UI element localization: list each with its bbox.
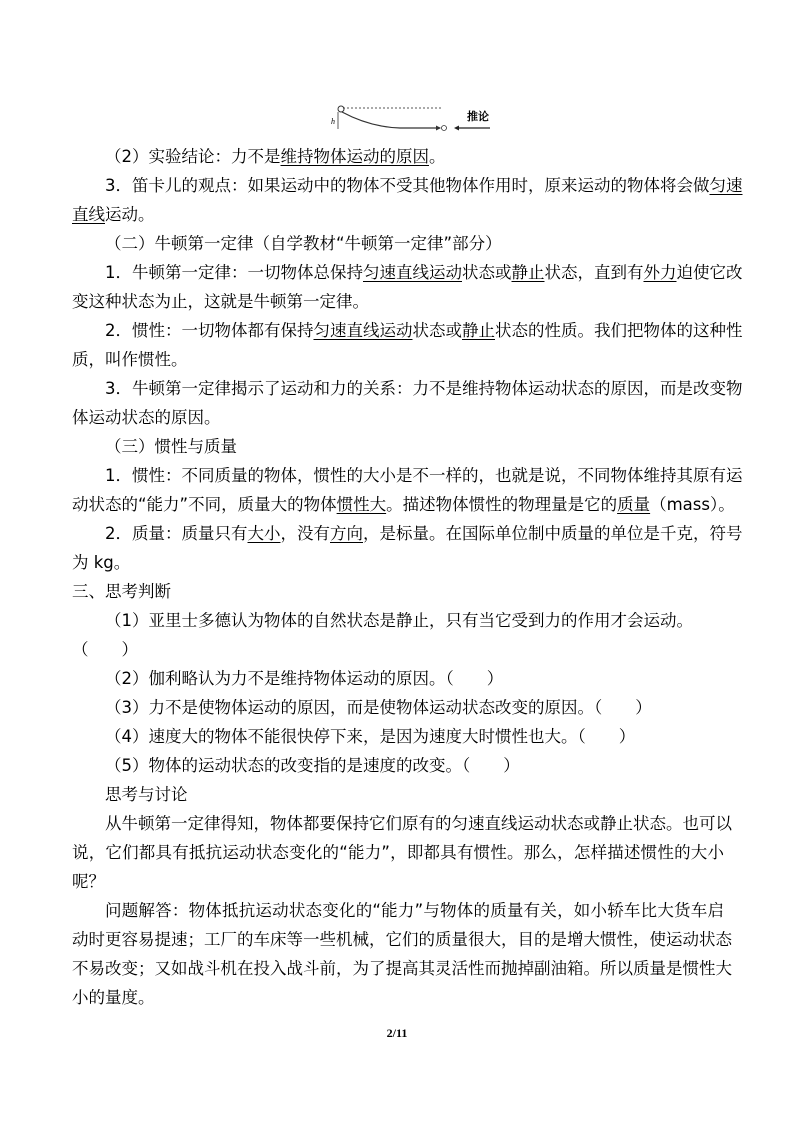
answer-blank-text: 质量 bbox=[617, 495, 651, 514]
text-line bbox=[72, 896, 724, 925]
answer-blank-text: 匀速直线运动 bbox=[313, 321, 413, 340]
text-line bbox=[72, 577, 724, 606]
text-line bbox=[72, 722, 724, 751]
text-line bbox=[72, 954, 732, 983]
text-line bbox=[72, 838, 724, 867]
text-line bbox=[72, 983, 724, 1012]
text-segment: 。 bbox=[429, 147, 446, 166]
answer-blank-text: 匀速直线运动 bbox=[363, 263, 462, 282]
text-segment: （mass）。 bbox=[650, 495, 735, 514]
text-line bbox=[72, 142, 724, 171]
answer-blank-text: 外力 bbox=[643, 263, 677, 282]
text-segment: （5）物体的运动状态的改变指的是速度的改变。（ ） bbox=[105, 756, 520, 775]
text-line bbox=[72, 867, 724, 896]
answer-blank-text: 静止 bbox=[511, 263, 545, 282]
text-line bbox=[72, 461, 743, 490]
text-segment: 1．牛顿第一定律：一切物体总保持 bbox=[105, 263, 363, 282]
text-line bbox=[72, 809, 732, 838]
text-segment: （3）力不是使物体运动的原因，而是使物体运动状态改变的原因。（ ） bbox=[105, 698, 652, 717]
text-line bbox=[72, 200, 724, 229]
text-line bbox=[72, 548, 724, 577]
text-segment: 说，它们都具有抵抗运动状态变化的“能力”，即都具有惯性。那么，怎样描述惯性的大小 bbox=[72, 843, 724, 862]
text-segment: 呢？ bbox=[72, 872, 105, 891]
text-line bbox=[72, 316, 743, 345]
text-line bbox=[72, 780, 724, 809]
answer-blank-text: 方向 bbox=[330, 524, 363, 543]
text-segment: （2）伽利略认为力不是维持物体运动的原因。（ ） bbox=[105, 669, 504, 688]
text-line bbox=[72, 606, 724, 635]
text-line bbox=[72, 374, 743, 403]
text-segment: （ ） bbox=[72, 640, 138, 659]
answer-blank-text: 维持物体运动的原因 bbox=[280, 147, 429, 166]
text-line bbox=[72, 432, 724, 461]
text-segment: 质，叫作惯性。 bbox=[72, 350, 188, 369]
text-segment: 2．惯性：一切物体都有保持 bbox=[105, 321, 314, 340]
text-segment: 。描述物体惯性的物理量是它的 bbox=[386, 495, 618, 514]
text-segment: 3．牛顿第一定律揭示了运动和力的关系：力不是维持物体运动状态的原因，而是改变物 bbox=[105, 379, 743, 398]
text-line bbox=[72, 171, 743, 200]
text-segment: 动时更容易提速；工厂的车床等一些机械，它们的质量很大，目的是增大惯性，使运动状态 bbox=[72, 930, 732, 949]
text-segment: 运动。 bbox=[105, 205, 155, 224]
text-segment: 体运动状态的原因。 bbox=[72, 408, 221, 427]
text-line bbox=[72, 635, 724, 664]
text-segment: ，没有 bbox=[280, 524, 330, 543]
text-line bbox=[72, 519, 743, 548]
answer-blank-text: 大小 bbox=[247, 524, 281, 543]
text-line bbox=[72, 345, 724, 374]
text-segment: 状态的性质。我们把物体的这种性 bbox=[495, 321, 743, 340]
text-line bbox=[72, 229, 724, 258]
page-number: 2/11 bbox=[386, 1026, 408, 1040]
text-line bbox=[72, 403, 724, 432]
text-segment: 问题解答：物体抵抗运动状态变化的“能力”与物体的质量有关，如小轿车比大货车启 bbox=[105, 901, 724, 920]
answer-blank-text: 静止 bbox=[462, 321, 495, 340]
document-body bbox=[72, 142, 743, 1012]
text-line bbox=[72, 925, 732, 954]
text-segment: 2．质量：质量只有 bbox=[105, 524, 248, 543]
text-segment: （1）亚里士多德认为物体的自然状态是静止，只有当它受到力的作用才会运动。 bbox=[105, 611, 693, 630]
text-segment: 状态或 bbox=[462, 263, 512, 282]
text-segment: 三、思考判断 bbox=[72, 582, 171, 601]
height-label: h bbox=[331, 117, 335, 126]
answer-blank-text: 惯性大 bbox=[336, 495, 387, 514]
figure-caption: 推论 bbox=[467, 110, 489, 123]
text-line bbox=[72, 751, 724, 780]
text-segment: 迫使它改 bbox=[676, 263, 743, 282]
text-segment: （三）惯性与质量 bbox=[105, 437, 237, 456]
text-line bbox=[72, 287, 724, 316]
text-segment: 为 kg。 bbox=[72, 553, 131, 572]
text-segment: 从牛顿第一定律得知，物体都要保持它们原有的匀速直线运动状态或静止状态。也可以 bbox=[105, 814, 732, 833]
text-segment: （4）速度大的物体不能很快停下来，是因为速度大时惯性也大。（ ） bbox=[105, 727, 636, 746]
text-segment: 小的量度。 bbox=[72, 988, 155, 1007]
text-line bbox=[72, 664, 724, 693]
text-segment: 3．笛卡儿的观点：如果运动中的物体不受其他物体作用时，原来运动的物体将会做 bbox=[105, 176, 710, 195]
text-segment: 变这种状态为止，这就是牛顿第一定律。 bbox=[72, 292, 369, 311]
text-segment: 状态或 bbox=[412, 321, 462, 340]
text-segment: 状态，直到有 bbox=[544, 263, 644, 282]
text-segment: 1．惯性：不同质量的物体，惯性的大小是不一样的，也就是说，不同物体维持其原有运 bbox=[105, 466, 743, 485]
text-segment: 动状态的“能力”不同，质量大的物体 bbox=[72, 495, 337, 514]
text-line bbox=[72, 490, 735, 519]
text-segment: ，是标量。在国际单位制中质量的单位是千克，符号 bbox=[363, 524, 743, 543]
answer-blank-text: 匀速 bbox=[709, 176, 743, 195]
answer-blank-text: 直线 bbox=[72, 205, 105, 224]
text-segment: 思考与讨论 bbox=[105, 785, 188, 804]
text-segment: （二）牛顿第一定律（自学教材“牛顿第一定律”部分） bbox=[105, 234, 502, 253]
text-line bbox=[72, 693, 724, 722]
text-line bbox=[72, 258, 743, 287]
text-segment: （2）实验结论：力不是 bbox=[105, 147, 281, 166]
text-segment: 不易改变；又如战斗机在投入战斗前，为了提高其灵活性而抛掉副油箱。所以质量是惯性大 bbox=[72, 959, 732, 978]
